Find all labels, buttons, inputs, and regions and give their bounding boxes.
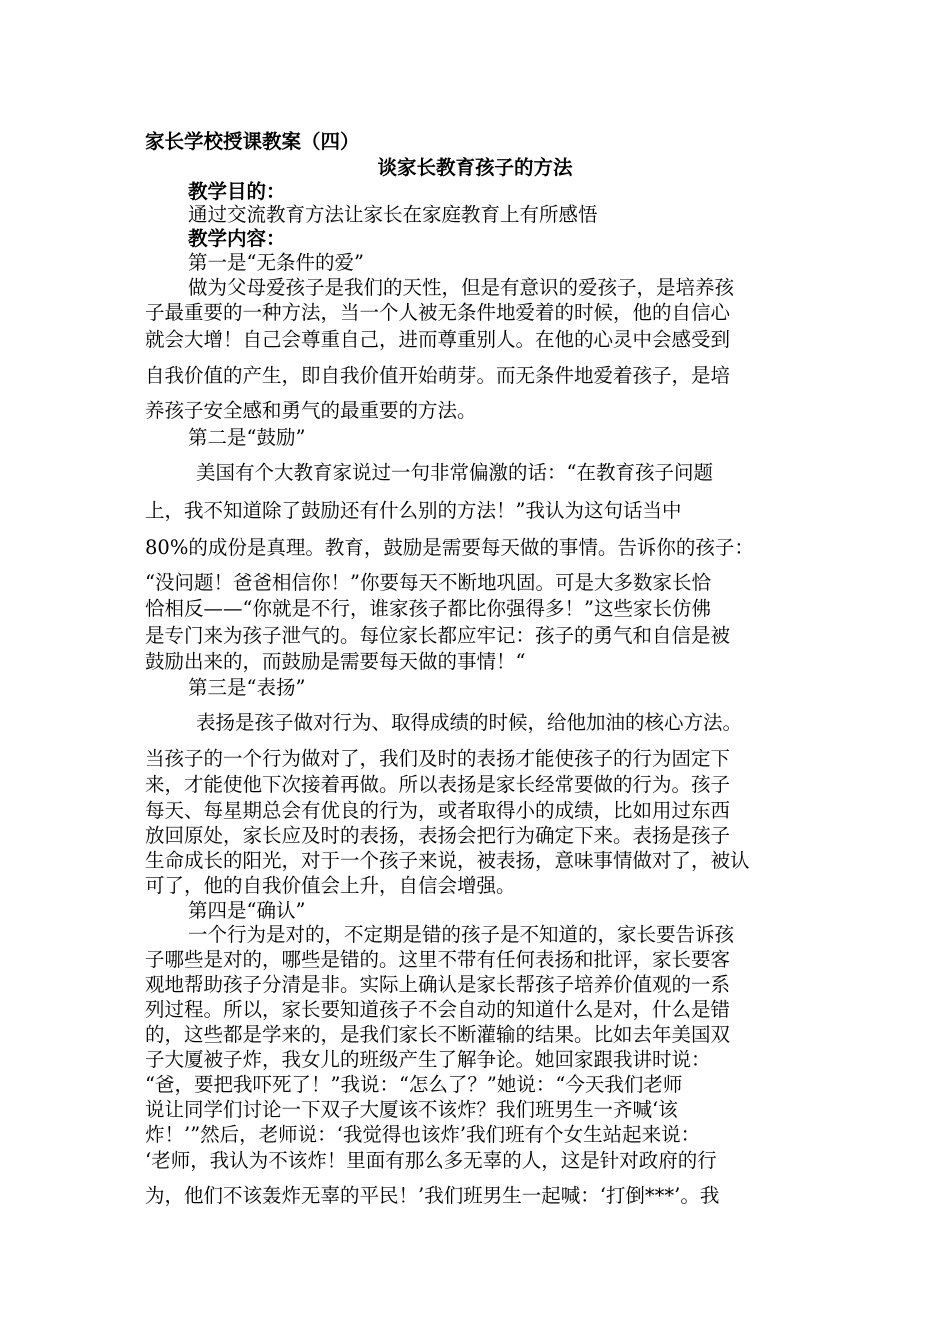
paragraph-line: 子最重要的一种方法，当一个人被无条件地爱着的时候，他的自信心 [145,301,731,324]
paragraph-line: 就会大增！自己会尊重自己，进而尊重别人。在他的心灵中会感受到 [145,328,731,351]
paragraph-line: 每天、每星期总会有优良的行为，或者取得小的成绩，比如用过东西 [145,799,731,822]
document-header: 家长学校授课教案（四） [145,130,360,153]
paragraph-line: 一个行为是对的，不定期是错的孩子是不知道的，家长要告诉孩 [188,923,735,946]
paragraph-line: 可了，他的自我价值会上升，自信会增强。 [145,874,516,897]
paragraph-line: “没问题！爸爸相信你！”你要每天不断地巩固。可是大多数家长恰 [145,571,711,594]
paragraph-line: 美国有个大教育家说过一句非常偏激的话：“在教育孩子问题 [196,461,713,484]
paragraph-line: 子大厦被子炸，我女儿的班级产生了解争论。她回家跟我讲时说： [145,1048,711,1071]
paragraph-line: 生命成长的阳光，对于一个孩子来说，被表扬，意味事情做对了，被认 [145,849,750,872]
paragraph-line: 来，才能使他下次接着再做。所以表扬是家长经常要做的行为。孩子 [145,773,731,796]
paragraph-line: 鼓励出来的，而鼓励是需要每天做的事情！“ [145,650,526,673]
paragraph-line: 自我价值的产生，即自我价值开始萌芽。而无条件地爱着孩子，是培 [145,364,731,387]
paragraph-line: 为，他们不该轰炸无辜的平民！’我们班男生一起喊：‘打倒***’。我 [145,1184,720,1207]
paragraph-line: 列过程。所以，家长要知道孩子不会自动的知道什么是对，什么是错 [145,998,731,1021]
paragraph-line: 子哪些是对的，哪些是错的。这里不带有任何表扬和批评，家长要客 [145,948,731,971]
paragraph-line: 恰相反——“你就是不行，谁家孩子都比你强得多！”这些家长仿佛 [145,597,711,620]
paragraph-line: “爸，要把我吓死了！”我说：“怎么了？”她说：“今天我们老师 [145,1073,683,1096]
paragraph-line: 炸！’”然后，老师说：‘我觉得也该炸’我们班有个女生站起来说： [145,1123,701,1146]
paragraph-line: 通过交流教育方法让家长在家庭教育上有所感悟 [188,203,598,226]
paragraph-line: 养孩子安全感和勇气的最重要的方法。 [145,399,477,422]
subsection-heading: 第三是“表扬” [188,676,306,699]
paragraph-line: 80%的成份是真理。教育，鼓励是需要每天做的事情。告诉你的孩子： [145,536,754,559]
paragraph-line: 表扬是孩子做对行为、取得成绩的时候，给他加油的核心方法。 [196,711,743,734]
document-title: 谈家长教育孩子的方法 [377,156,573,179]
paragraph-line: 上，我不知道除了鼓励还有什么别的方法！”我认为这句话当中 [145,499,682,522]
paragraph-line: 的，这些都是学来的，是我们家长不断灌输的结果。比如去年美国双 [145,1023,731,1046]
section-heading: 教学内容： [188,227,286,250]
subsection-heading: 第四是“确认” [188,899,306,922]
section-heading: 教学目的： [188,180,286,203]
paragraph-line: 做为父母爱孩子是我们的天性，但是有意识的爱孩子，是培养孩 [188,276,735,299]
subsection-heading: 第一是“无条件的爱” [188,251,364,274]
paragraph-line: 放回原处，家长应及时的表扬，表扬会把行为确定下来。表扬是孩子 [145,824,731,847]
paragraph-line: 是专门来为孩子泄气的。每位家长都应牢记：孩子的勇气和自信是被 [145,624,731,647]
paragraph-line: 当孩子的一个行为做对了，我们及时的表扬才能使孩子的行为固定下 [145,747,731,770]
subsection-heading: 第二是“鼓励” [188,426,306,449]
paragraph-line: 说让同学们讨论一下双子大厦该不该炸？我们班男生一齐喊‘该 [145,1098,678,1121]
paragraph-line: ‘老师，我认为不该炸！里面有那么多无辜的人，这是针对政府的行 [145,1149,717,1172]
paragraph-line: 观地帮助孩子分清是非。实际上确认是家长帮孩子培养价值观的一系 [145,973,731,996]
